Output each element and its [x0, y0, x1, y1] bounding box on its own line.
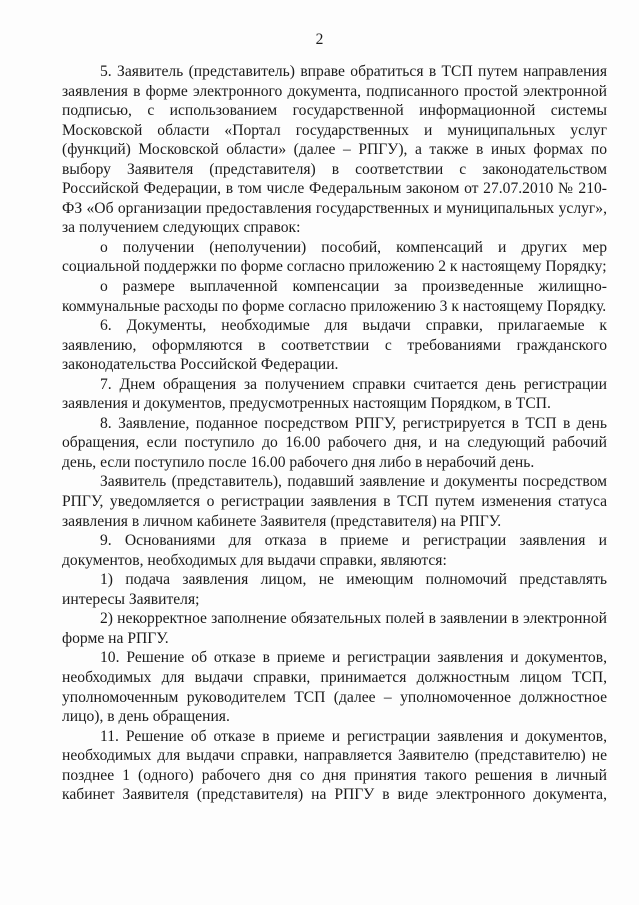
paragraph-certificate-benefits: о получении (неполучении) пособий, компенсаций и других мер социальной поддержки по форме согласно приложению 2 к настоящему Порядку; — [62, 238, 607, 276]
paragraph-item-10-refusal-decision: 10. Решение об отказе в приеме и регистрации заявления и документов, необходимых для выдачи справки, принимается должностным лицом ТСП, уполномоченным руководителем ТСП (далее – уполномоченное должностное лицо), в день обращения. — [62, 649, 607, 726]
paragraph-item-5-applicant-right: 5. Заявитель (представитель) вправе обратиться в ТСП путем направления заявления в форме электронного документа, подписанного простой электронной подписью, с использованием государственной информационной системы Московской области «Портал государственных и муниципальных услуг (функций) Московской области» (далее – РПГУ), а также в иных формах по выбору Заявителя (представителя) в соответствии с законодательством Российской Федерации, в том числе Федеральным законом от 27.07.2010 № 210-ФЗ «Об организации предоставления государственных и муниципальных услуг», за получением следующих справок: — [62, 63, 607, 237]
paragraph-item-7-appeal-day: 7. Днем обращения за получением справки считается день регистрации заявления и документов, предусмотренных настоящим Порядком, в ТСП. — [62, 375, 607, 413]
page-number: 2 — [315, 31, 324, 48]
paragraph-item-8-registration: 8. Заявление, поданное посредством РПГУ, регистрируется в ТСП в день обращения, если поступило до 16.00 рабочего дня, и на следующий рабочий день, если поступило после 16.00 рабочего дня либо в нерабочий день. — [62, 414, 607, 471]
paragraph-ground-2: 2) некорректное заполнение обязательных полей в заявлении в электронной форме на РПГУ. — [62, 610, 607, 647]
paragraph-item-9-refusal-grounds: 9. Основаниями для отказа в приеме и регистрации заявления и документов, необходимых для выдачи справки, являются: — [62, 532, 607, 569]
paragraph-applicant-notification: Заявитель (представитель), подавший заявление и документы посредством РПГУ, уведомляется о регистрации заявления в ТСП путем изменения статуса заявления в личном кабинете Заявителя (представителя) на РПГУ. — [62, 473, 607, 530]
paragraph-certificate-compensation: о размере выплаченной компенсации за произведенные жилищно-коммунальные расходы по форме согласно приложению 3 к настоящему Порядку. — [62, 278, 607, 315]
paragraph-item-11-refusal-delivery: 11. Решение об отказе в приеме и регистрации заявления и документов, необходимых для выдачи справки, направляется Заявителю (представителю) не позднее 1 (одного) рабочего дня со дня принятия такого решения в личный кабинет Заявителя (представителя) на РПГУ в виде электронного документа, — [62, 727, 607, 804]
paragraph-ground-1: 1) подача заявления лицом, не имеющим полномочий представлять интересы Заявителя; — [62, 571, 607, 608]
document-body — [62, 62, 607, 805]
paragraph-item-6-documents: 6. Документы, необходимые для выдачи справки, прилагаемые к заявлению, оформляются в соответствии с требованиями гражданского законодательства Российской Федерации. — [62, 317, 607, 374]
